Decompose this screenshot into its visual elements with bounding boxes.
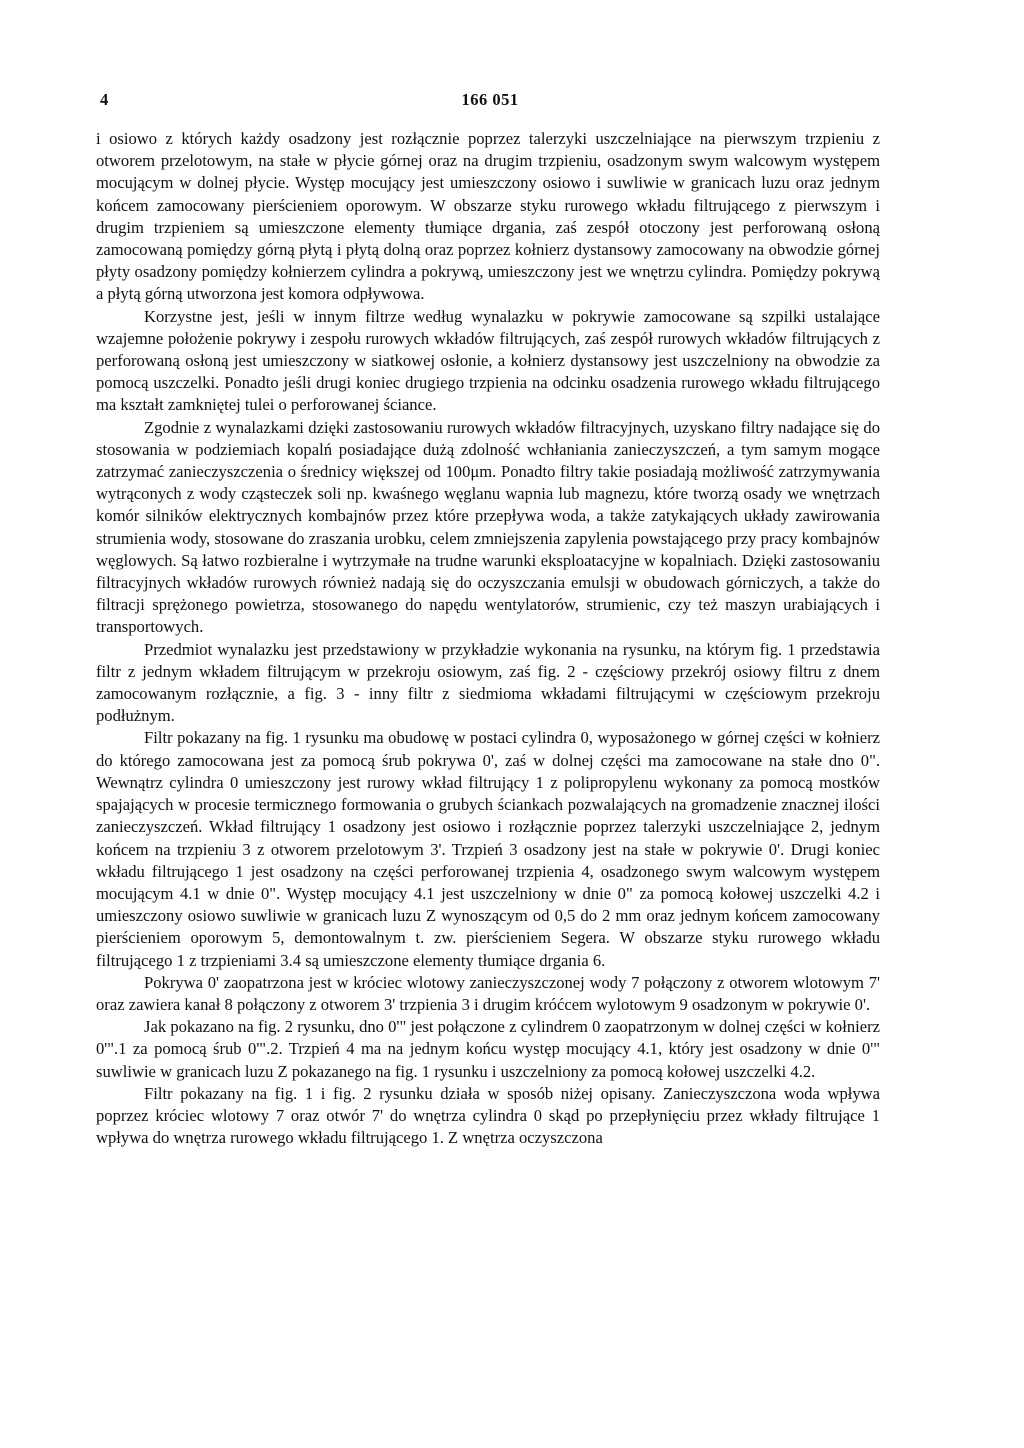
paragraph-applications: Zgodnie z wynalazkami dzięki zastosowaniu rurowych wkładów filtracyjnych, uzyskano filtry nadające się do stosowania w podziemiach kopalń posiadające dużą zdolność wchłaniania zanieczyszczeń, a tym samym mogące zatrzymać zanieczyszczenia o średnicy większej od 100μm. Ponadto filtry takie posiadają możliwość zatrzymywania wytrąconych z wody cząsteczek soli np. kwaśnego węglanu wapnia lub magnezu, które tworzą osady we wnętrzach komór silników elektrycznych kombajnów przez które przepływa woda, a także zatykających układy zawirowania strumienia wody, stosowane do zraszania urobku, celem zmniejszenia zapylenia powstającego przy pracy kombajnów węglowych. Są łatwo rozbieralne i wytrzymałe na trudne warunki eksploatacyjne w kopalniach. Dzięki zastosowaniu filtracyjnych wkładów rurowych również nadają się do oczyszczania emulsji w obudowach górniczych, a także do filtracji sprężonego powietrza, stosowanego do napędu wentylatorów, strumienic, czy też maszyn urabiających i transportowych. bbox=[96, 417, 880, 637]
page-number: 4 bbox=[100, 90, 109, 109]
paragraph-fig2-description: Jak pokazano na fig. 2 rysunku, dno 0'" jest połączone z cylindrem 0 zaopatrzonym w dolnej części w kołnierz 0'".1 za pomocą śrub 0'".2. Trzpień 4 ma na jednym końcu występ mocujący 4.1, który jest osadzony w dnie 0'" suwliwie w granicach luzu Z pokazanego na fig. 1 rysunku i uszczelniony za pomocą kołowej uszczelki 4.2. bbox=[96, 1017, 880, 1081]
paragraph-figures: Przedmiot wynalazku jest przedstawiony w przykładzie wykonania na rysunku, na którym fig. 1 przedstawia filtr z jednym wkładem filtrującym w przekroju osiowym, zaś fig. 2 - częściowy przekrój osiowy filtru z dnem zamocowanym rozłącznie, a fig. 3 - inny filtr z siedmioma wkładami filtrującymi w częściowym przekroju podłużnym. bbox=[96, 639, 880, 726]
paragraph-fig1-description: Filtr pokazany na fig. 1 rysunku ma obudowę w postaci cylindra 0, wyposażonego w górnej części w kołnierz do którego zamocowana jest za pomocą śrub pokrywa 0', zaś w dolnej części ma zamocowane na stałe dno 0". Wewnątrz cylindra 0 umieszczony jest rurowy wkład filtrujący 1 z polipropylenu wykonany za pomocą mostków spajających w procesie termicznego formowania o grubych ściankach pozwalających na gromadzenie znacznej ilości zanieczyszczeń. Wkład filtrujący 1 osadzony jest osiowo i rozłącznie poprzez talerzyki uszczelniające 2, jednym końcem na trzpieniu 3 z otworem przelotowym 3'. Trzpień 3 osadzony jest na stałe w pokrywie 0'. Drugi koniec wkładu filtrującego 1 jest osadzony na części perforowanej trzpienia 4, osadzonego swym walcowym występem mocującym 4.1 w dnie 0". Występ mocujący 4.1 jest uszczelniony w dnie 0" za pomocą kołowej uszczelki 4.2 i umieszczony osiowo suwliwie w granicach luzu Z wynoszącym od 0,5 do 2 mm oraz jednym końcem zamocowany pierścieniem oporowym 5, demontowalnym t. zw. pierścieniem Segera. W obszarze styku rurowego wkładu filtrującego 1 z trzpieniami 3.4 są umieszczone elementy tłumiące drgania 6. bbox=[96, 728, 880, 970]
paragraph-cover-description: Pokrywa 0' zaopatrzona jest w króciec wlotowy zanieczyszczonej wody 7 połączony z otworem wlotowym 7' oraz zawiera kanał 8 połączony z otworem 3' trzpienia 3 i drugim króćcem wylotowym 9 osadzonym w pokrywie 0'. bbox=[96, 972, 880, 1014]
paragraph-advantages: Korzystne jest, jeśli w innym filtrze według wynalazku w pokrywie zamocowane są szpilki ustalające wzajemne położenie pokrywy i zespołu rurowych wkładów filtrujących, zaś zespół rurowych wkładów filtrujących z perforowaną osłoną jest umieszczony w siatkowej osłonie, a kołnierz dystansowy jest uszczelniony na obwodzie za pomocą uszczelki. Ponadto jeśli drugi koniec drugiego trzpienia na odcinku osadzenia rurowego wkładu filtrującego ma kształt zamkniętej tulei o perforowanej ściance. bbox=[96, 306, 880, 415]
page-header bbox=[100, 90, 880, 116]
body-text bbox=[96, 128, 880, 1149]
patent-number: 166 051 bbox=[461, 90, 519, 109]
paragraph-operation: Filtr pokazany na fig. 1 i fig. 2 rysunku działa w sposób niżej opisany. Zanieczyszczona woda wpływa poprzez króciec wlotowy 7 oraz otwór 7' do wnętrza cylindra 0 skąd po przepłynięciu przez wkłady filtrujące 1 wpływa do wnętrza rurowego wkładu filtrującego 1. Z wnętrza oczyszczona bbox=[96, 1083, 880, 1148]
paragraph-continuation: i osiowo z których każdy osadzony jest rozłącznie poprzez talerzyki uszczelniające na pierwszym trzpieniu z otworem przelotowym, na stałe w płycie górnej oraz na drugim trzpieniu, osadzonym swym walcowym występem mocującym w dolnej płycie. Występ mocujący jest umieszczony osiowo i suwliwie w granicach luzu oraz jednym końcem zamocowany pierścieniem oporowym. W obszarze styku rurowego wkładu filtrującego z pierwszym i drugim trzpieniem są umieszczone elementy tłumiące drgania, zaś zespół otoczony jest perforowaną osłoną zamocowaną pomiędzy górną płytą i płytą dolną oraz poprzez kołnierz dystansowy zamocowany na obwodzie górnej płyty osadzony pomiędzy kołnierzem cylindra a pokrywą, umieszczony jest we wnętrzu cylindra. Pomiędzy pokrywą a płytą górną utworzona jest komora odpływowa. bbox=[96, 129, 880, 304]
